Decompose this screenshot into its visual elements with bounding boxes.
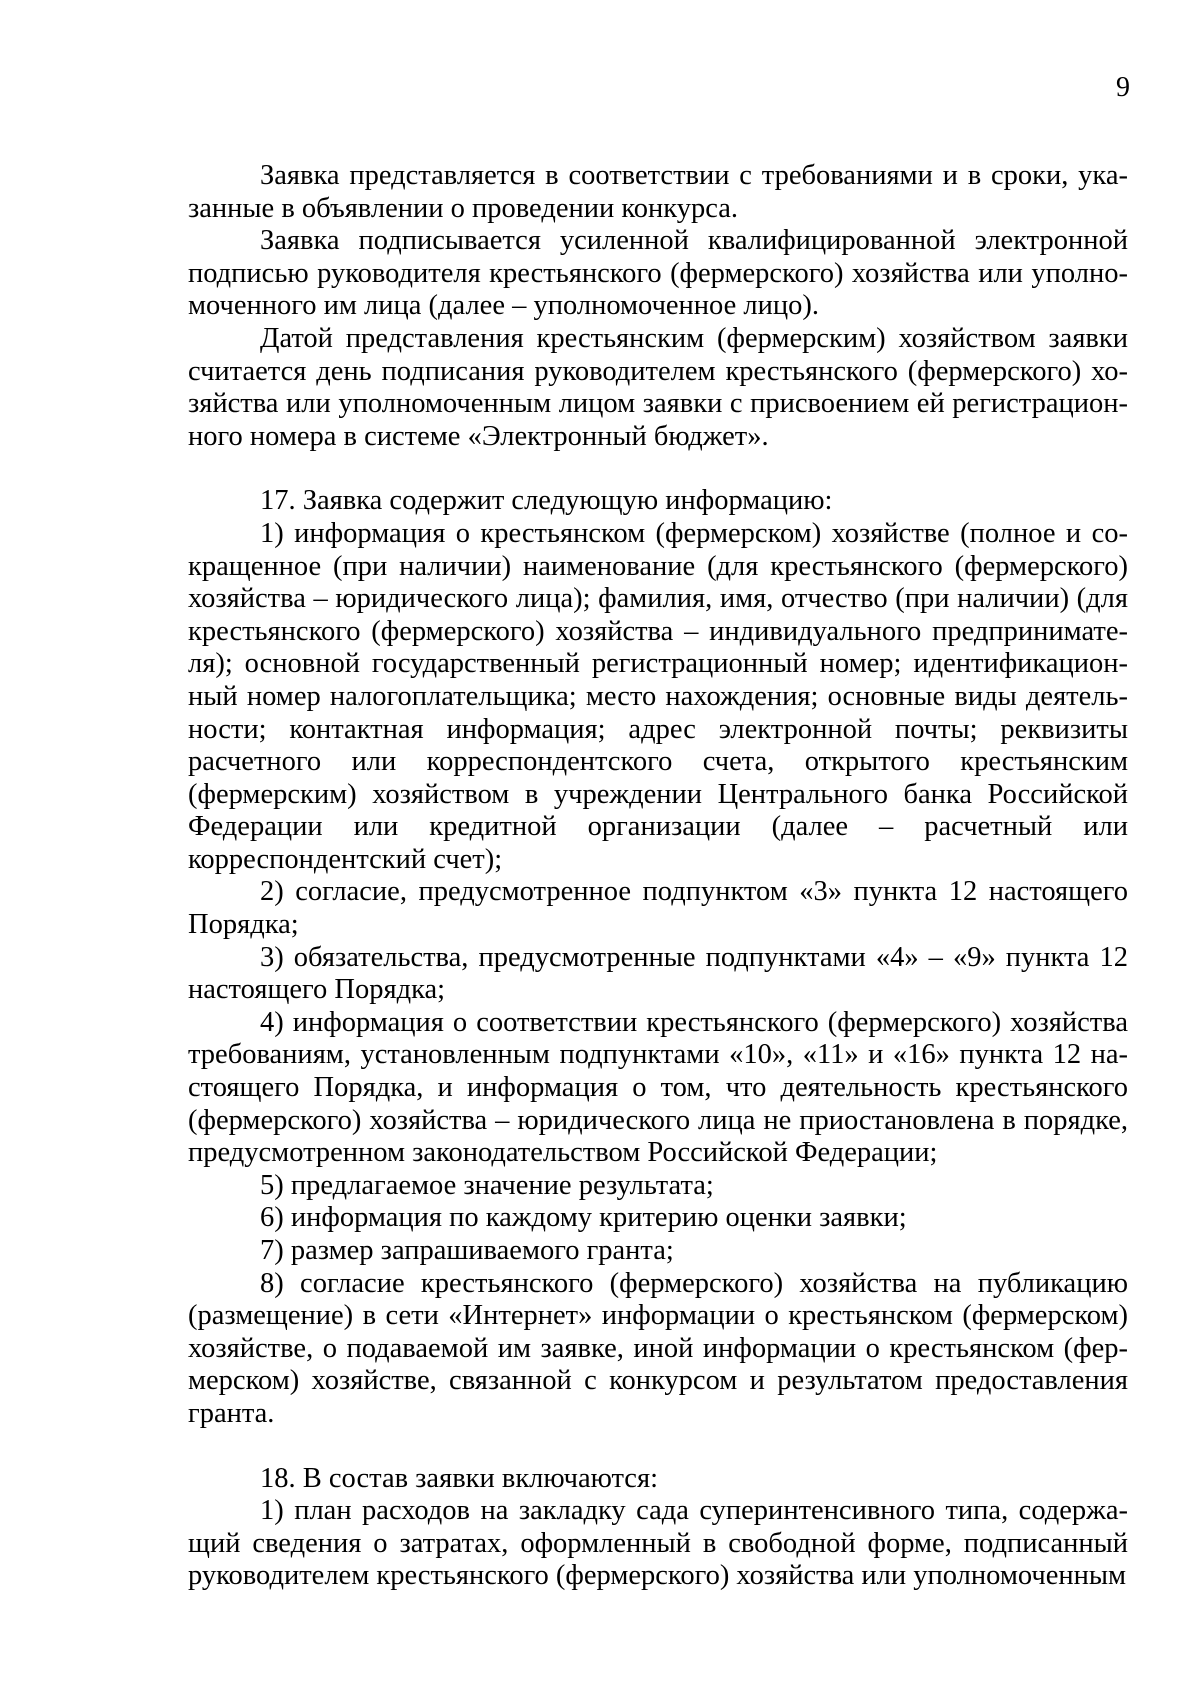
page-number: 9: [1116, 72, 1130, 103]
list-item: 8) согласие крестьянского (фермерского) хозяйства на публикацию (размещение) в сети «Интернет» информации о крестьянском (фермерском) хозяйстве, о подаваемой им заявке, иной информации о крестьянском (фермерском) хозяйстве, связанной с конкурсом и результатом предоставления гранта.: [188, 1267, 1128, 1429]
paragraph-submission-date: Датой представления крестьянским (фермерским) хозяйством заявки считается день подписания руководителем крестьянского (фермерского) хозяйства или уполномоченным лицом заявки с присвоением ей регистрационного номера в системе «Электронный бюджет».: [188, 322, 1128, 452]
document-body: [188, 160, 1128, 1593]
list-item: 1) план расходов на закладку сада суперинтенсивного типа, содержащий сведения о затратах, оформленный в свободной форме, подписанный руководителем крестьянского (фермерского) хозяйства или уполномоченным: [188, 1495, 1128, 1592]
paragraph-application-signature: Заявка подписывается усиленной квалифицированной электронной подписью руководителя крестьянского (фермерского) хозяйства или уполномоченного им лица (далее – уполномоченное лицо).: [188, 225, 1128, 322]
section-17-heading: 17. Заявка содержит следующую информацию:: [260, 485, 833, 517]
list-item: 3) обязательства, предусмотренные подпунктами «4» – «9» пункта 12 настоящего Порядка;: [188, 941, 1128, 1006]
section-18-heading: 18. В состав заявки включаются:: [260, 1462, 658, 1494]
list-item: 1) информация о крестьянском (фермерском) хозяйстве (полное и сокращенное (при наличии) наименование (для крестьянского (фермерского) хозяйства – юридического лица); фамилия, имя, отчество (при наличии) (для крестьянского (фермерского) хозяйства – индивидуального предпринимателя); основной государственный регистрационный номер; идентификационный номер налогоплательщика; место нахождения; основные виды деятельности; контактная информация; адрес электронной почты; реквизиты расчетного или корреспондентского счета, открытого крестьянским (фермерским) хозяйством в учреждении Центрального банка Российской Федерации или кредитной организации (далее – расчетный или корреспондентский счет);: [188, 517, 1128, 875]
list-item: 5) предлагаемое значение результата;: [260, 1169, 714, 1201]
list-item: 2) согласие, предусмотренное подпунктом «3» пункта 12 настоящего Порядка;: [188, 876, 1128, 941]
list-item: 6) информация по каждому критерию оценки заявки;: [260, 1202, 907, 1234]
list-item: 4) информация о соответствии крестьянского (фермерского) хозяйства требованиям, установленным подпунктами «10», «11» и «16» пункта 12 настоящего Порядка, и информация о том, что деятельность крестьянского (фермерского) хозяйства – юридического лица не приостановлена в порядке, предусмотренном законодательством Российской Федерации;: [188, 1006, 1128, 1169]
list-item: 7) размер запрашиваемого гранта;: [260, 1235, 674, 1266]
paragraph-application-submission: Заявка представляется в соответствии с требованиями и в сроки, указанные в объявлении о проведении конкурса.: [188, 160, 1128, 224]
